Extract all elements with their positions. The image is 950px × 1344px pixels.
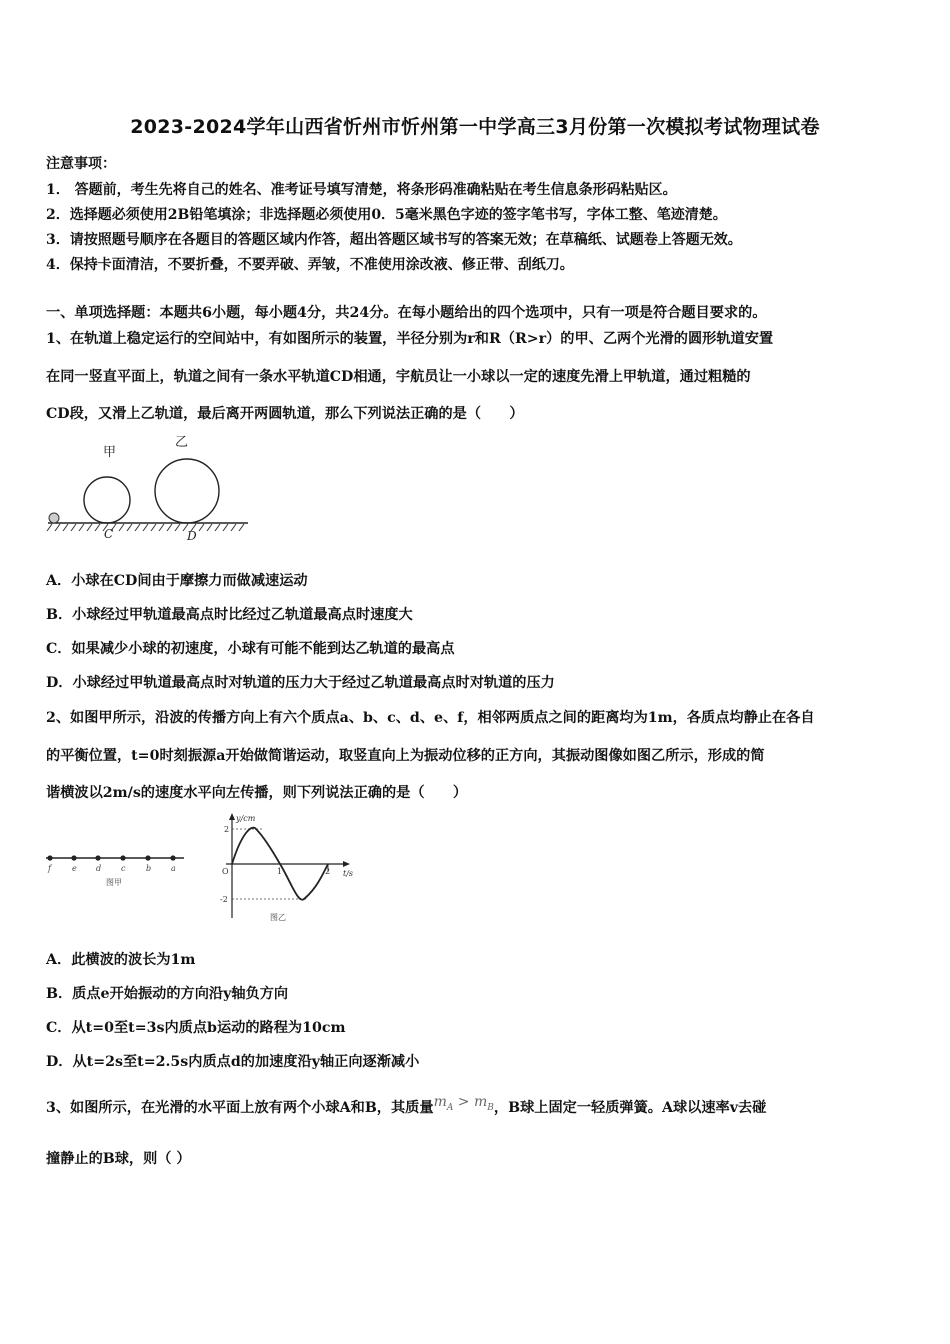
q2-stem-line: 的平衡位置，t=0时刻振源a开始做简谐运动，取竖直向上为振动位移的正方向，其振动图像如图乙所示，形成的简 <box>46 748 765 764</box>
tick-y-neg-label: -2 <box>220 895 228 904</box>
figure-caption: 图乙 <box>270 913 286 922</box>
ground-hatching <box>47 524 244 531</box>
x-axis-label: t/s <box>343 869 354 878</box>
label-c: C <box>104 527 114 541</box>
q2-option-c[interactable]: C．从t=0至t=3s内质点b运动的路程为10cm <box>46 1020 346 1036</box>
y-axis-arrow <box>229 813 235 820</box>
particle-label: c <box>121 864 126 873</box>
q3-stem-line <box>46 1094 767 1119</box>
tick-x1-label: 1 <box>277 867 283 876</box>
mass-a-symbol: m <box>433 1094 447 1110</box>
q2-option-d[interactable]: D．从t=2s至t=2.5s内质点d的加速度沿y轴正向逐渐减小 <box>46 1054 420 1070</box>
q1-option-a[interactable]: A．小球在CD间由于摩擦力而做减速运动 <box>46 573 308 589</box>
label-yi: 乙 <box>175 435 189 450</box>
q2-option-a[interactable]: A．此横波的波长为1m <box>46 952 196 968</box>
q2-figure-jia <box>44 845 189 890</box>
q3-text-pre: 3、如图所示，在光滑的水平面上放有两个小球A和B，其质量 <box>46 1100 434 1116</box>
mass-b-symbol: m <box>473 1094 488 1110</box>
figure-caption: 图甲 <box>106 878 122 887</box>
origin-label: O <box>222 867 229 876</box>
tick-y-pos-label: 2 <box>224 825 230 834</box>
q2-figure-yi <box>212 810 362 925</box>
label-d: D <box>187 529 197 543</box>
x-axis-arrow <box>343 861 350 867</box>
q2-stem-line: 2、如图甲所示，沿波的传播方向上有六个质点a、b、c、d、e、f，相邻两质点之间的距离均为1m，各质点均静止在各自 <box>46 710 815 726</box>
loop-yi <box>155 459 219 523</box>
mass-b-subscript: B <box>487 1102 494 1113</box>
page-title: 2023-2024学年山西省忻州市忻州第一中学高三3月份第一次模拟考试物理试卷 <box>130 116 820 138</box>
notes-header: 注意事项： <box>46 156 116 172</box>
particle-label: e <box>72 864 77 873</box>
section-heading: 一、单项选择题：本题共6小题，每小题4分，共24分。在每小题给出的四个选项中，只有一项是符合题目要求的。 <box>46 305 767 321</box>
mass-a-subscript: A <box>446 1102 454 1113</box>
note-item: 1． 答题前，考生先将自己的姓名、准考证号填写清楚，将条形码准确粘贴在考生信息条形码粘贴区。 <box>46 182 677 198</box>
particle-label: b <box>146 864 152 873</box>
q1-stem-line: 在同一竖直平面上，轨道之间有一条水平轨道CD相通，宇航员让一小球以一定的速度先滑上甲轨道，通过粗糙的 <box>46 369 751 385</box>
q1-option-b[interactable]: B．小球经过甲轨道最高点时比经过乙轨道最高点时速度大 <box>46 607 413 623</box>
loop-jia <box>84 477 130 523</box>
greater-than: > <box>453 1094 474 1110</box>
q1-option-d[interactable]: D．小球经过甲轨道最高点时对轨道的压力大于经过乙轨道最高点时对轨道的压力 <box>46 675 555 691</box>
q3-stem-line: 撞静止的B球，则（ ） <box>46 1151 191 1167</box>
note-item: 3．请按照题号顺序在各题目的答题区域内作答，超出答题区域书写的答案无效；在草稿纸、试题卷上答题无效。 <box>46 232 742 248</box>
q2-stem-line: 谐横波以2m/s的速度水平向左传播，则下列说法正确的是（ ） <box>46 785 468 801</box>
particle-label: d <box>96 864 102 873</box>
mass-expression <box>433 1094 494 1113</box>
q2-option-b[interactable]: B．质点e开始振动的方向沿y轴负方向 <box>46 986 289 1002</box>
tick-x2-label: 2 <box>325 867 331 876</box>
note-item: 2．选择题必须使用2B铅笔填涂；非选择题必须使用0．5毫米黑色字迹的签字笔书写，字体工整、笔迹清楚。 <box>46 207 727 223</box>
label-jia: 甲 <box>103 445 117 460</box>
y-axis-label: y/cm <box>236 814 256 823</box>
note-item: 4．保持卡面清洁，不要折叠，不要弄破、弄皱，不准使用涂改液、修正带、刮纸刀。 <box>46 257 574 273</box>
q1-option-c[interactable]: C．如果减少小球的初速度，小球有可能不能到达乙轨道的最高点 <box>46 641 455 657</box>
q1-stem-line: CD段，又滑上乙轨道，最后离开两圆轨道，那么下列说法正确的是（ ） <box>46 406 524 422</box>
particle-label: a <box>171 864 176 873</box>
ball <box>49 513 59 523</box>
particle-label: f <box>48 864 51 873</box>
q1-track-figure <box>44 430 254 550</box>
q3-text-post: ，B球上固定一轻质弹簧。A球以速率v去碰 <box>493 1100 767 1116</box>
q1-stem-line: 1、在轨道上稳定运行的空间站中，有如图所示的装置，半径分别为r和R（R>r）的甲、乙两个光滑的圆形轨道安置 <box>46 331 774 347</box>
